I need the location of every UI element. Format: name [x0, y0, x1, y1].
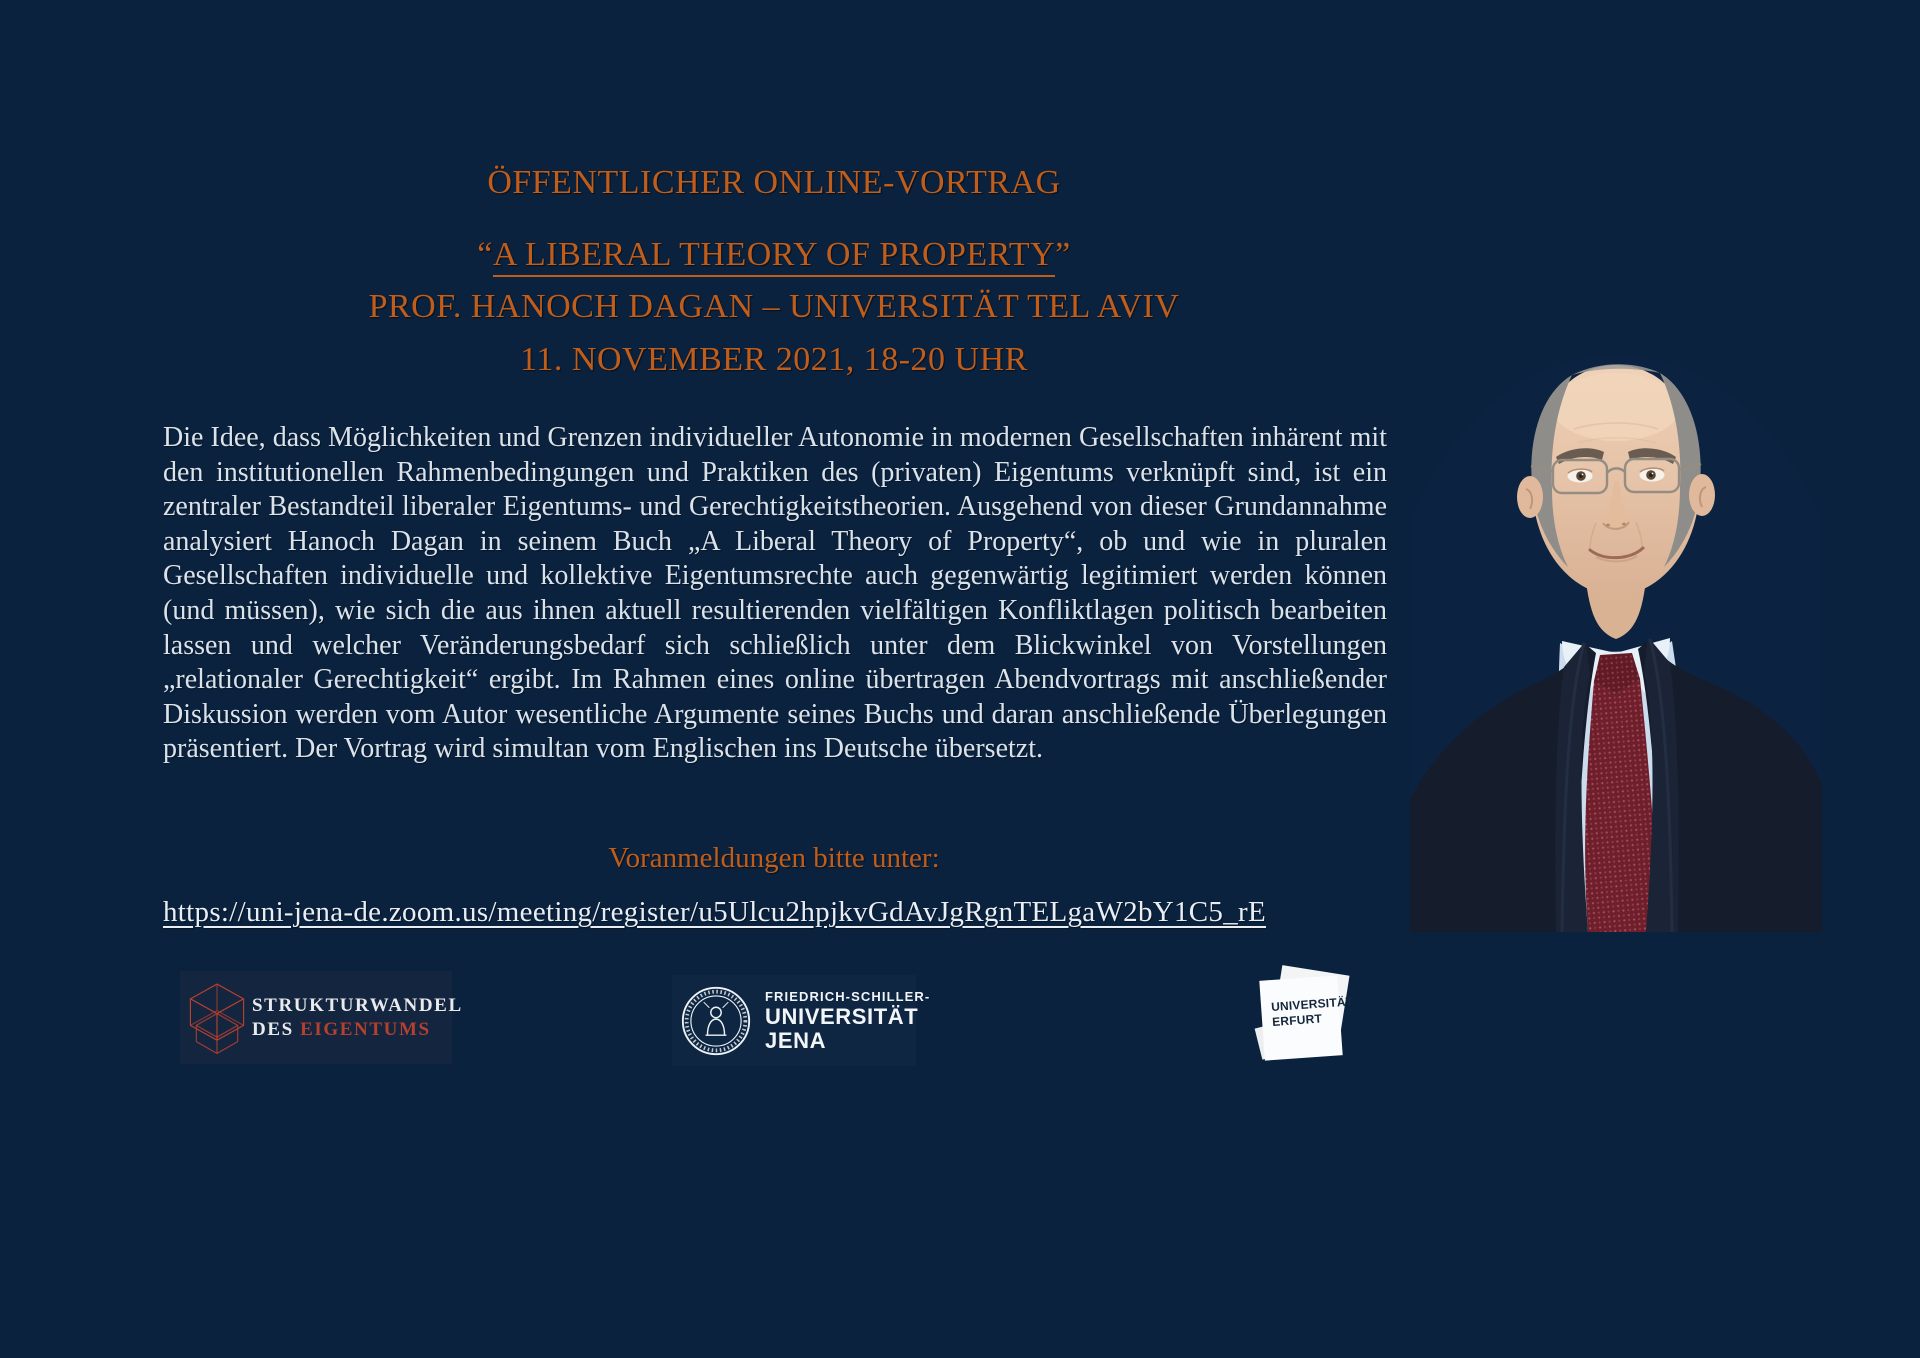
- abstract-paragraph: Die Idee, dass Möglichkeiten und Grenzen individueller Autonomie in modernen Gesellschaften inhärent mit den institutionellen Rahmenbedingungen und Praktiken des (privaten) Eigentums verknüpft sind, ist ein zentraler Bestandteil liberaler Eigentums- und Gerechtigkeitstheorien. Ausgehend von dieser Grundannahme analysiert Hanoch Dagan in seinem Buch „A Liberal Theory of Property“, ob und wie in pluralen Gesellschaften individuelle und kollektive Eigentumsrechte auch gegenwärtig legitimiert werden können (und müssen), wie sich die aus ihnen aktuell resultierenden vielfältigen Konfliktlagen politisch bearbeiten lassen und welcher Veränderungsbedarf sich schließlich unter dem Blickwinkel von Vorstellungen „relationaler Gerechtigkeit“ ergibt. Im Rahmen eines online übertragen Abendvortrags mit anschließender Diskussion werden vom Autor wesentliche Argumente seines Buchs und daran anschließende Überlegungen präsentiert. Der Vortrag wird simultan vom Englischen ins Deutsche übersetzt.: [163, 422, 1387, 765]
- strukturwandel-cube-icon: [186, 979, 248, 1057]
- strukturwandel-logo: [180, 971, 463, 1064]
- title-text: A LIBERAL THEORY OF PROPERTY: [493, 236, 1055, 277]
- title-open-quote: “: [477, 236, 493, 273]
- strukturwandel-logo-text: [252, 994, 463, 1042]
- jena-logo: [672, 975, 931, 1066]
- poster-header: ÖFFENTLICHER ONLINE-VORTRAG: [487, 164, 1061, 201]
- erfurt-line2: ERFURT: [1271, 1011, 1323, 1030]
- jena-line1: FRIEDRICH-SCHILLER-: [765, 988, 931, 1004]
- registration-label: Voranmeldungen bitte unter:: [608, 842, 940, 874]
- strukturwandel-line2: [252, 1018, 463, 1042]
- datetime-line: 11. NOVEMBER 2021, 18-20 UHR: [520, 341, 1028, 378]
- poster-title: [163, 237, 1385, 273]
- speaker-line: PROF. HANOCH DAGAN – UNIVERSITÄT TEL AVIV: [368, 288, 1180, 325]
- registration-link[interactable]: https://uni-jena-de.zoom.us/meeting/register/u5Ulcu2hpjkvGdAvJgRgnTELgaW2bY1C5_rE: [163, 896, 1267, 928]
- strukturwandel-line2-des: DES: [252, 1018, 301, 1040]
- strukturwandel-line2-eigentums: EIGENTUMS: [300, 1018, 431, 1040]
- jena-logo-text: [765, 989, 930, 1053]
- jena-line2: UNIVERSITÄT: [765, 1003, 919, 1029]
- erfurt-sheet-front-icon: [1259, 975, 1354, 1060]
- erfurt-line1: UNIVERSITÄT: [1270, 994, 1354, 1015]
- portrait-photo: [1410, 345, 1822, 932]
- jena-line3: JENA: [765, 1027, 827, 1053]
- strukturwandel-line1: STRUKTURWANDEL: [252, 994, 463, 1016]
- title-close-quote: ”: [1055, 236, 1071, 273]
- jena-seal-icon: [680, 985, 752, 1057]
- erfurt-logo: [1256, 966, 1360, 1072]
